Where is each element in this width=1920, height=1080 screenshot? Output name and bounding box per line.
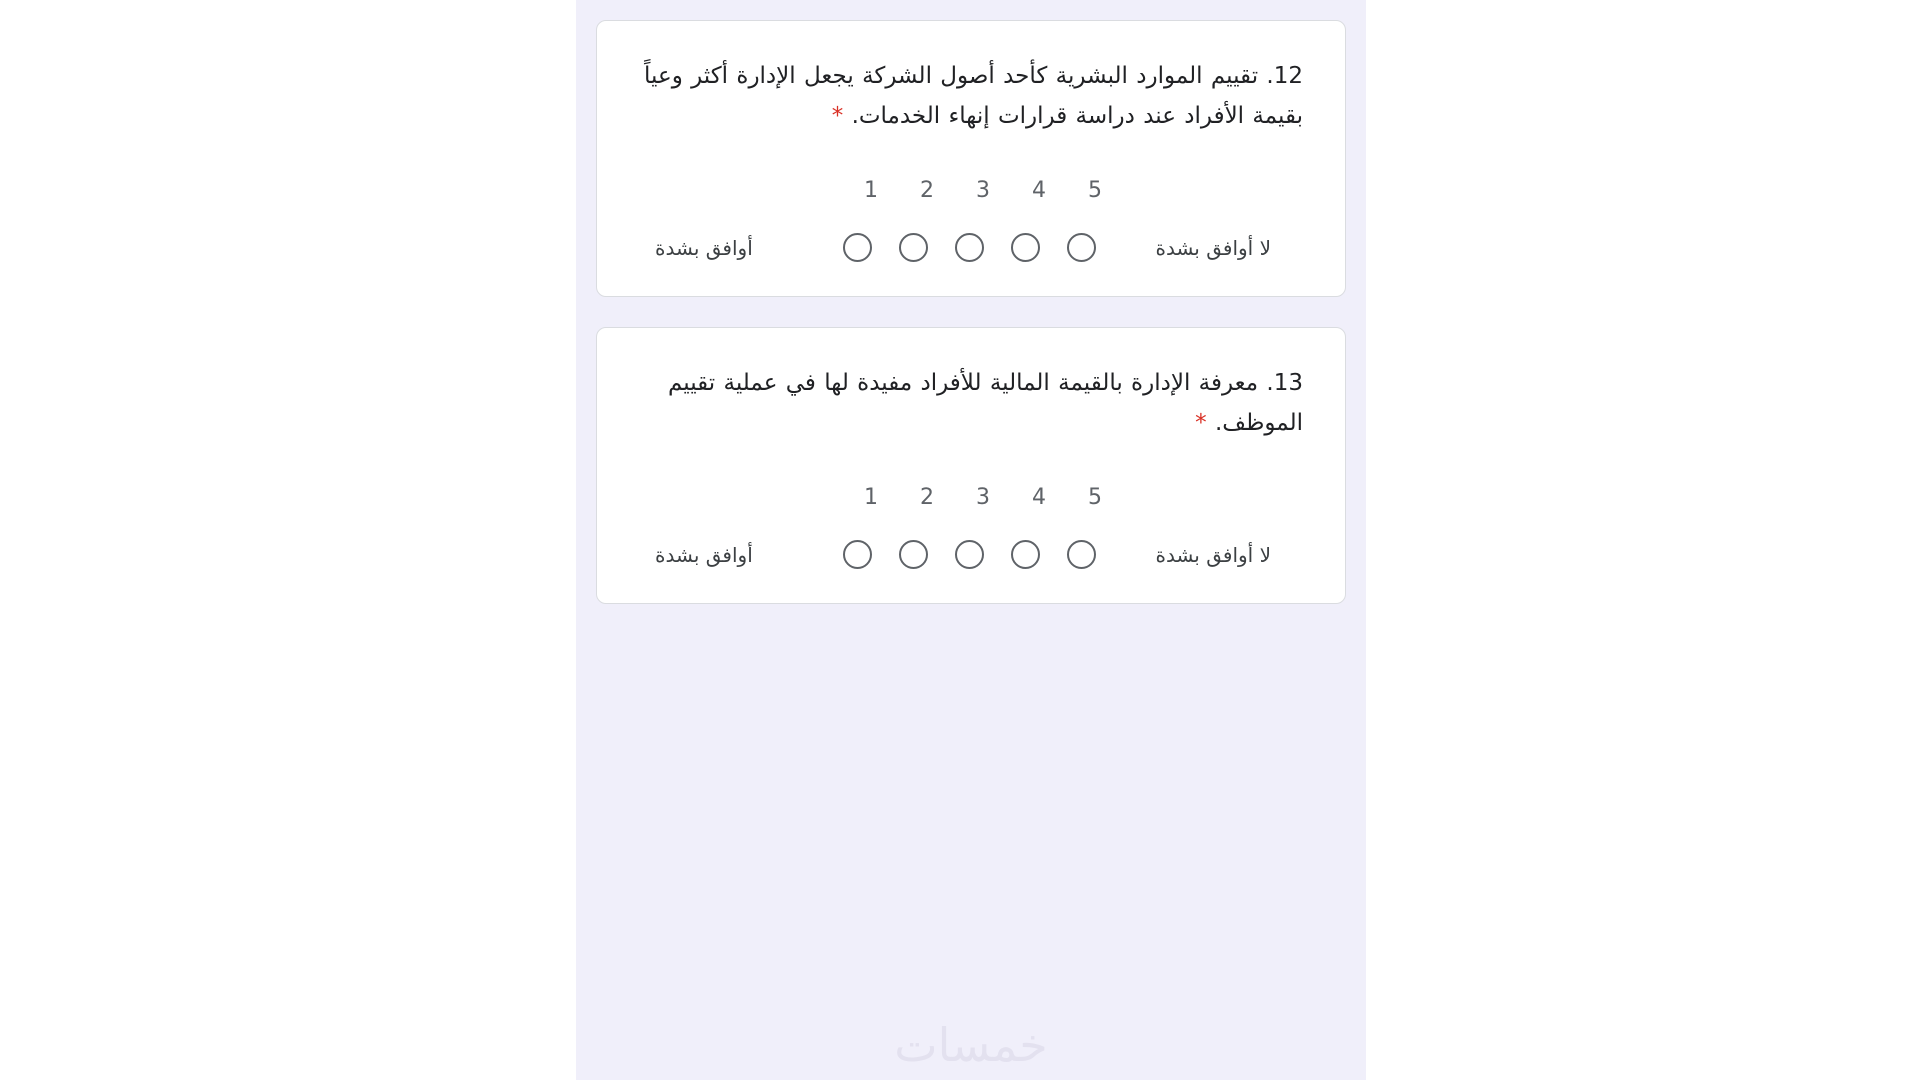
- scale-radio-cell-3[interactable]: [941, 233, 997, 262]
- scale-number: 4: [1032, 485, 1046, 511]
- scale-number: 1: [864, 485, 878, 511]
- question-title-text: 13. معرفة الإدارة بالقيمة المالية للأفراد مفيدة لها في عملية تقييم الموظف.: [667, 370, 1303, 436]
- required-asterisk: *: [831, 102, 844, 129]
- scale-radio-cell-3[interactable]: [941, 540, 997, 569]
- question-title-text: 12. تقييم الموارد البشرية كأحد أصول الشركة يجعل الإدارة أكثر وعياً بقيمة الأفراد عند دراسة قرارات إنهاء الخدمات.: [644, 63, 1303, 129]
- radio-option-2[interactable]: [899, 233, 928, 262]
- scale-radio-cell-4[interactable]: [997, 233, 1053, 262]
- scale-number: 4: [1032, 178, 1046, 204]
- radio-option-2[interactable]: [899, 540, 928, 569]
- radio-option-1[interactable]: [843, 540, 872, 569]
- scale-radio-group[interactable]: [829, 233, 1107, 262]
- scale-radio-cell-1[interactable]: [829, 540, 885, 569]
- question-card: [596, 327, 1346, 604]
- scale-radio-cell-5[interactable]: [1053, 540, 1109, 569]
- scale-number: 5: [1088, 485, 1102, 511]
- scale-number: 2: [920, 485, 934, 511]
- scale-number-row: [843, 485, 1121, 510]
- radio-option-4[interactable]: [1011, 540, 1040, 569]
- scale-label-high: لا أوافق بشدة: [1155, 542, 1271, 567]
- scale-options-row: [639, 540, 1303, 569]
- scale-number: 3: [976, 485, 990, 511]
- scale-label-low: أوافق بشدة: [655, 235, 753, 260]
- radio-option-3[interactable]: [955, 233, 984, 262]
- scale-number: 5: [1088, 178, 1102, 204]
- scale-radio-cell-2[interactable]: [885, 233, 941, 262]
- scale-number: 1: [864, 178, 878, 204]
- radio-option-1[interactable]: [843, 233, 872, 262]
- radio-option-3[interactable]: [955, 540, 984, 569]
- scale-radio-cell-1[interactable]: [829, 233, 885, 262]
- scale-label-high: لا أوافق بشدة: [1155, 235, 1271, 260]
- scale-radio-cell-4[interactable]: [997, 540, 1053, 569]
- question-title: [639, 364, 1303, 443]
- questions-list: [576, 0, 1366, 634]
- linear-scale: [639, 178, 1303, 262]
- radio-option-4[interactable]: [1011, 233, 1040, 262]
- scale-number: 3: [976, 178, 990, 204]
- scale-number-row: [843, 178, 1121, 203]
- watermark: خمسات: [894, 1018, 1048, 1072]
- scale-radio-cell-2[interactable]: [885, 540, 941, 569]
- scale-radio-group[interactable]: [829, 540, 1107, 569]
- scale-options-row: [639, 233, 1303, 262]
- form-column: [576, 0, 1366, 1080]
- scale-radio-cell-5[interactable]: [1053, 233, 1109, 262]
- scale-label-low: أوافق بشدة: [655, 542, 753, 567]
- linear-scale: [639, 485, 1303, 569]
- radio-option-5[interactable]: [1067, 233, 1096, 262]
- radio-option-5[interactable]: [1067, 540, 1096, 569]
- question-title: [639, 57, 1303, 136]
- required-asterisk: *: [1195, 409, 1207, 436]
- question-card: [596, 20, 1346, 297]
- scale-number: 2: [920, 178, 934, 204]
